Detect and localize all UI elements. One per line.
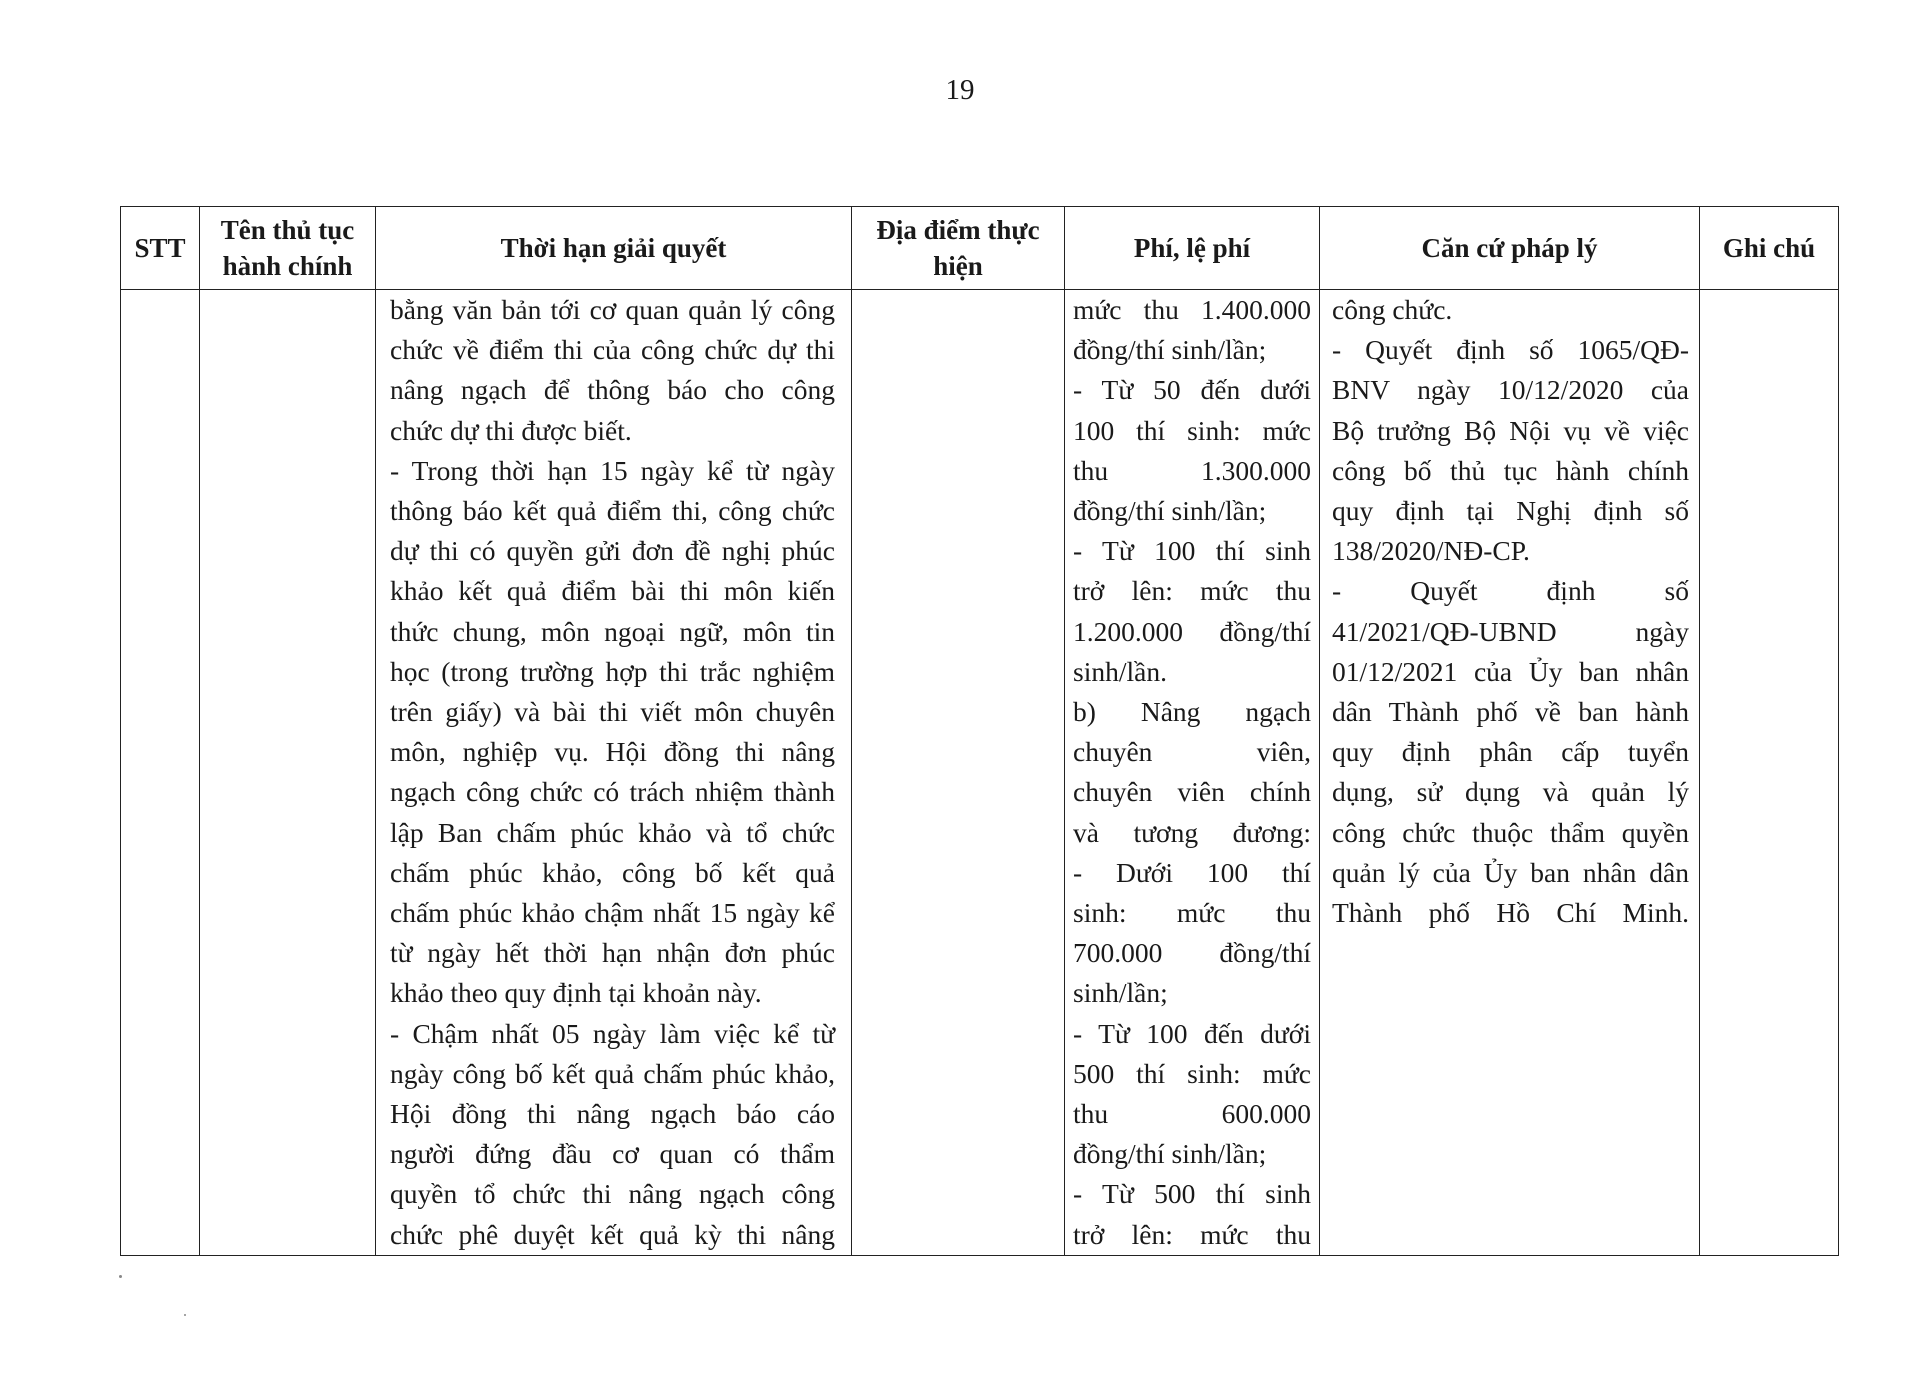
fee-text [1065,290,1319,1255]
text-line: khảo kết quả điểm bài thi môn kiến [390,575,835,607]
text-line: công chức. [1332,294,1453,325]
text-line: dự thi có quyền gửi đơn đề nghị phúc [390,535,835,567]
text-line: 41/2021/QĐ-UBND ngày [1332,615,1689,647]
text-line: Bộ trưởng Bộ Nội vụ về việc [1332,414,1689,446]
text-line: - Từ 500 thí sinh [1073,1178,1311,1210]
text-line: nâng ngạch để thông báo cho công [390,374,835,406]
page-number: 19 [945,74,975,106]
text-line: dân Thành phố về ban hành [1332,696,1689,728]
text-line: đồng/thí sinh/lần; [1073,1138,1267,1170]
text-line: chức phê duyệt kết quả kỳ thi nâng [390,1218,835,1250]
text-line: từ ngày hết thời hạn nhận đơn phúc [390,937,835,969]
text-line: ngạch công chức có trách nhiệm thành [390,776,835,808]
text-line: dụng, sử dụng và quản lý [1332,776,1689,808]
text-line: - Từ 100 thí sinh [1073,535,1311,567]
text-line: 1.200.000 đồng/thí [1073,615,1311,647]
text-line: lập Ban chấm phúc khảo và tổ chức [390,816,835,848]
text-line: bằng văn bản tới cơ quan quản lý công [390,294,835,325]
text-line: công bố thủ tục hành chính [1332,454,1689,486]
text-line: chuyên viên chính [1073,776,1311,808]
text-line: b) Nâng ngạch [1073,696,1311,728]
text-line: 500 thí sinh: mức [1073,1057,1311,1089]
text-line: khảo theo quy định tại khoản này. [390,977,762,1009]
text-line: - Quyết định số 1065/QĐ- [1332,334,1689,366]
text-line: trở lên: mức thu [1073,1218,1311,1250]
text-line: thu 600.000 [1073,1098,1311,1130]
text-line: và tương đương: [1073,816,1311,848]
header-legal-basis: Căn cứ pháp lý [1320,207,1700,290]
cell-fee [1065,290,1320,1256]
text-line: - Chậm nhất 05 ngày làm việc kể từ [390,1017,835,1049]
text-line: học (trong trường hợp thi trắc nghiệm [390,655,835,687]
text-line: Hội đồng thi nâng ngạch báo cáo [390,1098,835,1130]
text-line: chức về điểm thi của công chức dự thi [390,334,835,366]
text-line: Thành phố Hồ Chí Minh. [1332,897,1689,929]
scan-speck [119,1275,122,1278]
header-deadline: Thời hạn giải quyết [376,207,852,290]
cell-stt [121,290,200,1256]
text-line: chuyên viên, [1073,736,1311,768]
text-line: công chức thuộc thẩm quyền [1332,816,1689,848]
text-line: đồng/thí sinh/lần; [1073,495,1267,527]
text-line: BNV ngày 10/12/2020 của [1332,374,1689,406]
header-fee: Phí, lệ phí [1065,207,1320,290]
text-line: chấm phúc khảo, công bố kết quả [390,856,835,888]
header-location: Địa điểm thực hiện [852,207,1065,290]
table-row [121,290,1839,1256]
header-procedure-name: Tên thủ tục hành chính [200,207,376,290]
deadline-text [376,290,851,1255]
text-line: 100 thí sinh: mức [1073,414,1311,446]
text-line: quyền tổ chức thi nâng ngạch công [390,1178,835,1210]
scan-speck [184,1314,186,1316]
text-line: sinh/lần; [1073,977,1168,1009]
text-line: thức chung, môn ngoại ngữ, môn tin [390,615,835,647]
cell-location [852,290,1065,1256]
header-stt: STT [121,207,200,290]
cell-legal-basis [1320,290,1700,1256]
text-line: 700.000 đồng/thí [1073,937,1311,969]
table-header-row [121,207,1839,290]
cell-deadline [376,290,852,1256]
text-line: trở lên: mức thu [1073,575,1311,607]
text-line: - Dưới 100 thí [1073,856,1311,888]
text-line: chấm phúc khảo chậm nhất 15 ngày kể [390,897,835,929]
text-line: môn, nghiệp vụ. Hội đồng thi nâng [390,736,835,768]
cell-procedure-name [200,290,376,1256]
text-line: đồng/thí sinh/lần; [1073,334,1267,366]
text-line: thu 1.300.000 [1073,454,1311,486]
text-line: mức thu 1.400.000 [1073,294,1311,325]
text-line: quy định tại Nghị định số [1332,495,1689,527]
text-line: người đứng đầu cơ quan có thẩm [390,1138,835,1170]
text-line: quy định phân cấp tuyển [1332,736,1689,768]
legal-basis-text [1320,290,1699,933]
header-notes: Ghi chú [1700,207,1839,290]
text-line: chức dự thi được biết. [390,414,632,446]
text-line: sinh: mức thu [1073,897,1311,929]
text-line: thông báo kết quả điểm thi, công chức [390,495,835,527]
text-line: quản lý của Ủy ban nhân dân [1332,856,1689,888]
text-line: 138/2020/NĐ-CP. [1332,535,1530,567]
text-line: trên giấy) và bài thi viết môn chuyên [390,696,835,728]
text-line: - Từ 100 đến dưới [1073,1017,1311,1049]
cell-notes [1700,290,1839,1256]
text-line: sinh/lần. [1073,655,1167,687]
procedure-table [120,206,1839,1256]
text-line: - Quyết định số [1332,575,1689,607]
text-line: 01/12/2021 của Ủy ban nhân [1332,655,1689,687]
text-line: - Trong thời hạn 15 ngày kể từ ngày [390,454,835,486]
text-line: ngày công bố kết quả chấm phúc khảo, [390,1057,835,1089]
text-line: - Từ 50 đến dưới [1073,374,1311,406]
